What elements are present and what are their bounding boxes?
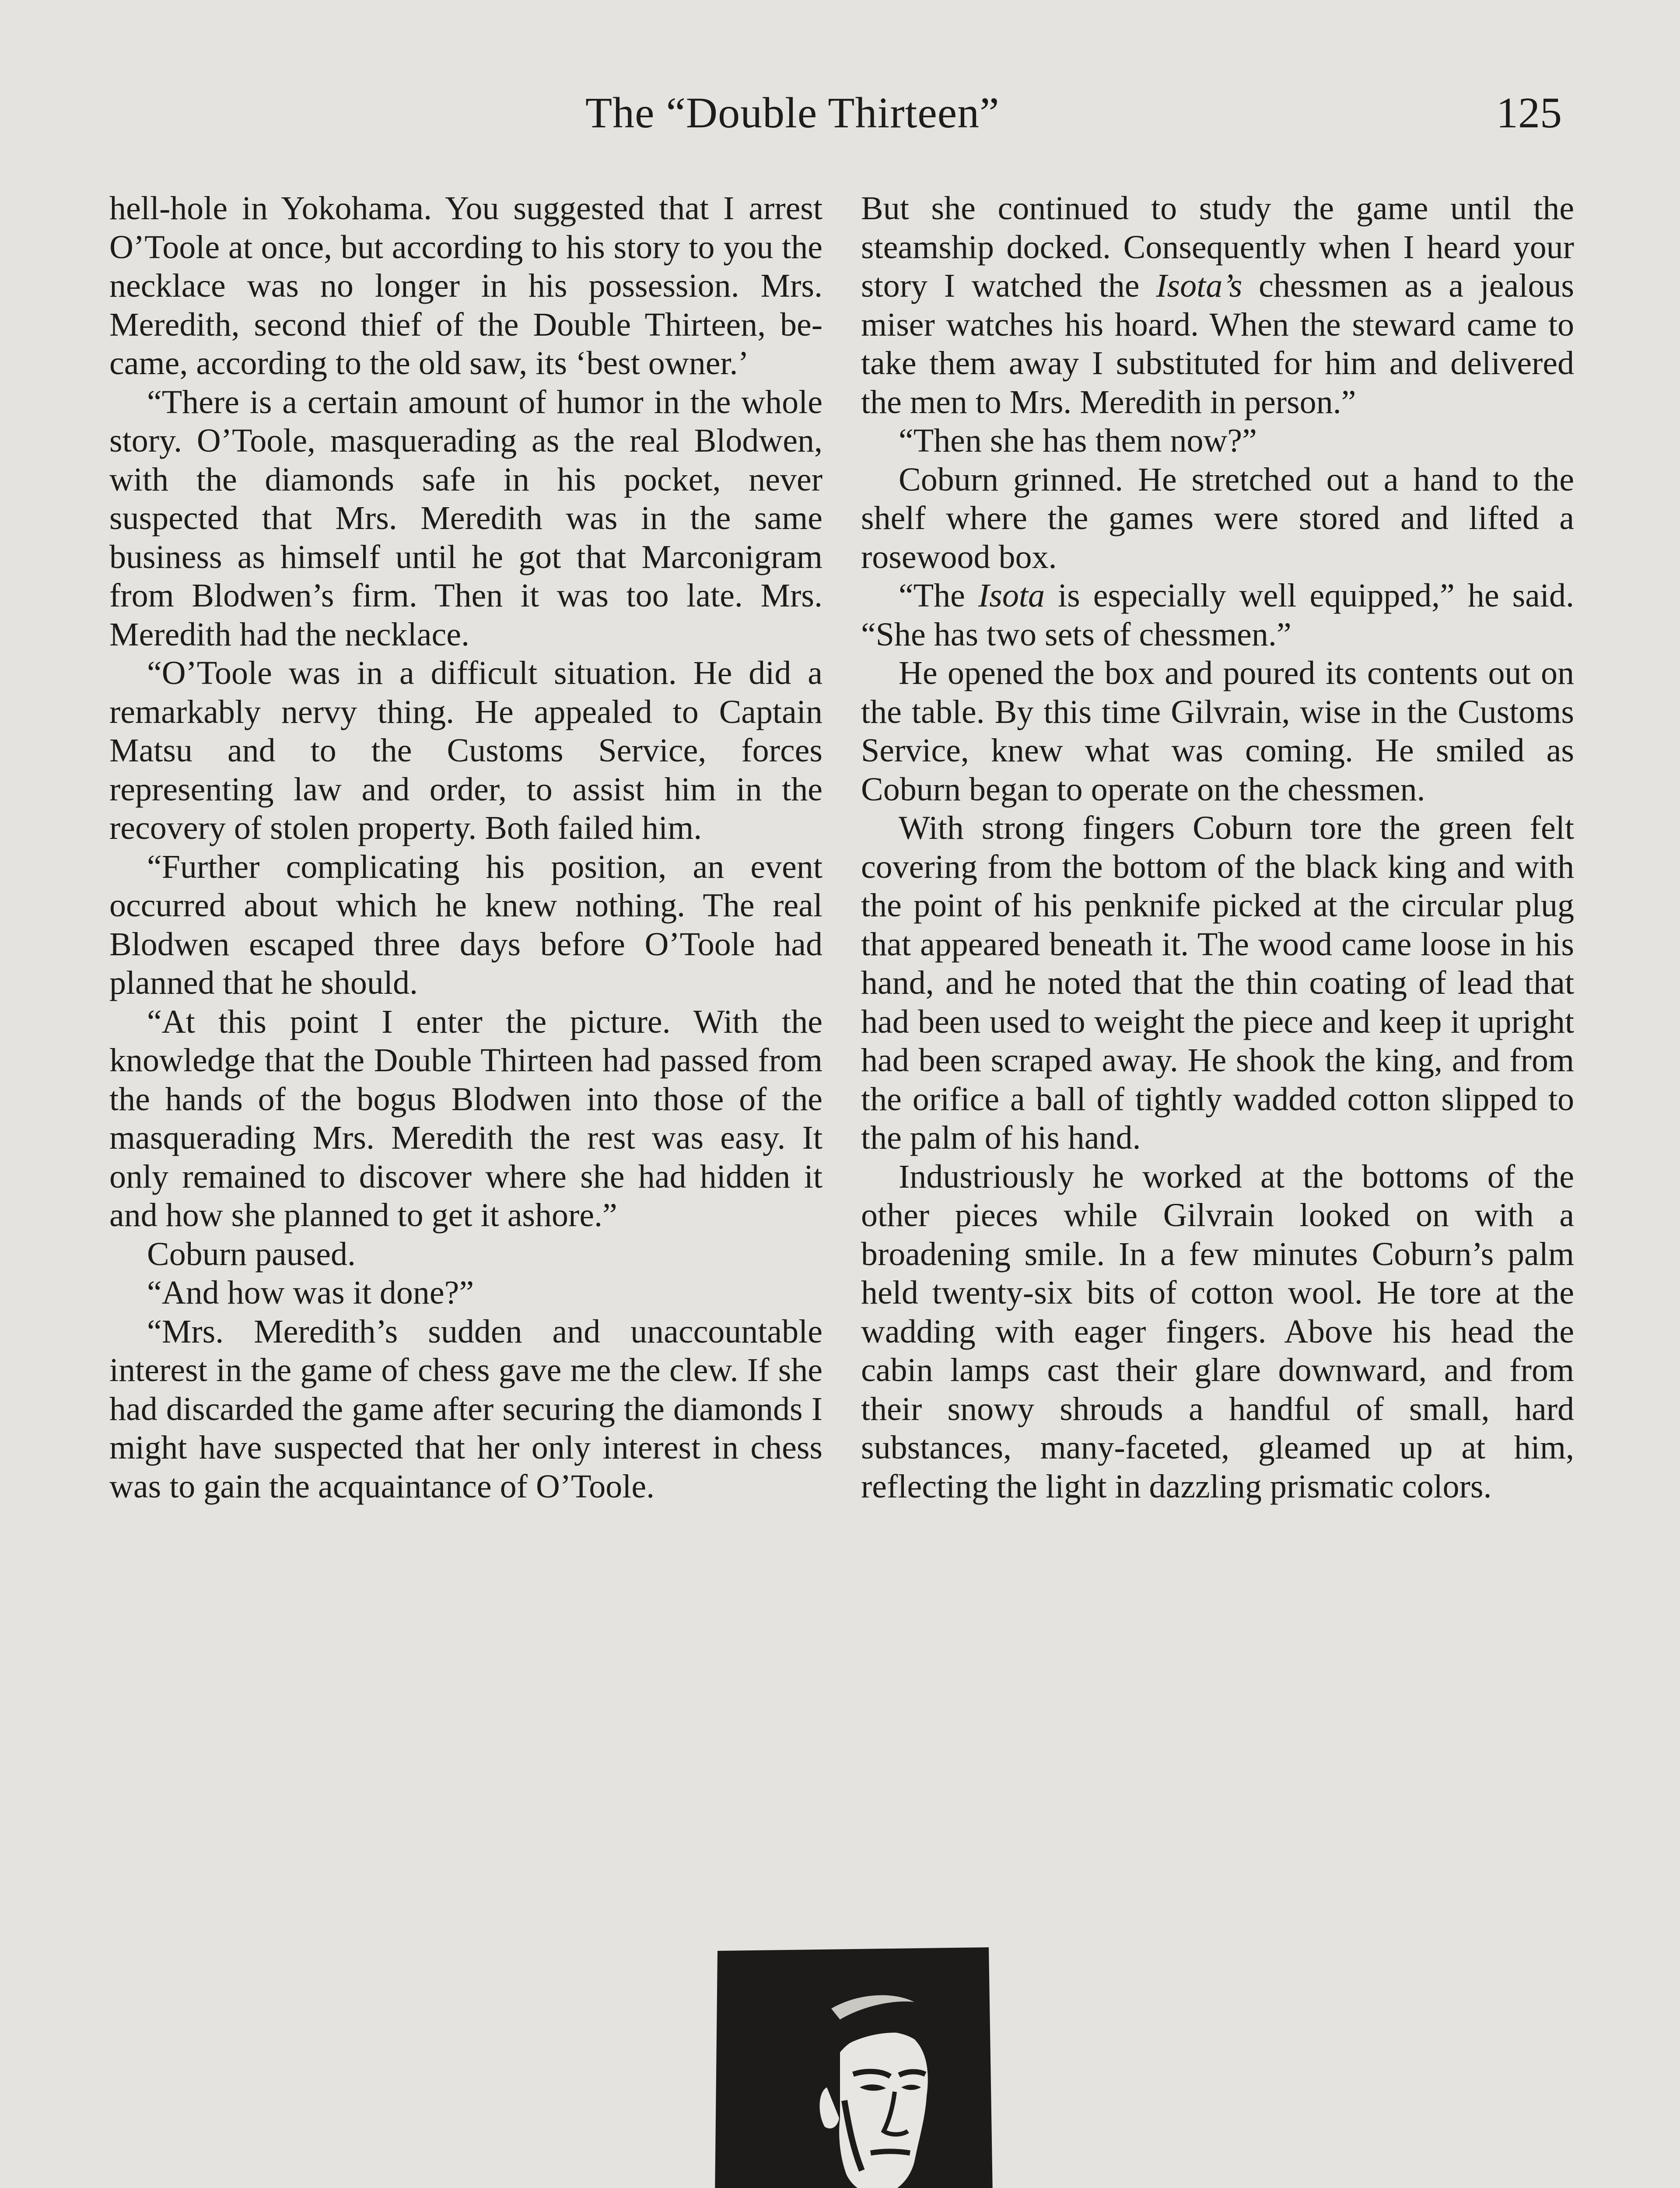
paragraph: “Then she has them now?” xyxy=(899,422,1257,459)
paragraph: “At this point I enter the picture. With the knowledge that the Double Thirteen had passed from the hands of the bogus Blodwen into those of the masquerading Mrs. Meredith the rest was easy. It only remained to discover where she had hidden it and how she planned to get it ashore.” xyxy=(109,1003,822,1234)
italic-text: Isota’s xyxy=(1156,267,1242,304)
paragraph: Industriously he worked at the bottoms of the other pieces while Gilvrain looked on with a broadening smile. In a few minutes Coburn’s palm held twenty-six bits of cotton wool. He tore at the wadding with eager fingers. Above his head the cabin lamps cast their glare downward, and from their snowy shrouds a handful of small, hard substances, many-faceted, gleamed up at him, reflecting the light in dazzling prismatic colors. xyxy=(861,1158,1574,1505)
paragraph: hell-hole in Yokohama. You suggested that I arrest O’Toole at once, but according to his story to you the necklace was no longer in his possession. Mrs. Meredith, second thief of the Double Thirteen, became, according to the old saw, its ‘best owner.’ xyxy=(109,190,822,382)
page-header xyxy=(0,88,1680,149)
page-number: 125 xyxy=(1496,88,1562,137)
paragraph: He opened the box and poured its contents out on the table. By this time Gilvrain, wise in the Customs Service, knew what was coming. He smiled as Coburn began to operate on the chessmen. xyxy=(861,655,1574,808)
paragraph: Coburn paused. xyxy=(147,1235,356,1273)
text-run: But she continued to study the game until the steamship docked. Consequently when I heard your story I watched the xyxy=(861,190,1574,304)
paragraph: “O’Toole was in a difficult situation. He did a remarkably nervy thing. He appealed to Captain Matsu and to the Customs Service, forces representing law and order, to assist him in the recovery of stolen property. Both failed him. xyxy=(109,655,822,846)
text-run: “The xyxy=(899,577,978,614)
right-column xyxy=(861,189,1574,1506)
paragraph: “Mrs. Meredith’s sudden and unaccountable interest in the game of chess gave me the clew. If she had discarded the game after securing the diamonds I might have suspected that her only interest in chess was to gain the acquaintance of O’Toole. xyxy=(109,1313,822,1505)
paragraph: Coburn grinned. He stretched out a hand to the shelf where the games were stored and lifted a rosewood box. xyxy=(861,461,1574,575)
paragraph xyxy=(861,189,1574,421)
paragraph: “Further complicating his position, an event occurred about which he knew nothing. The real Blodwen escaped three days before O’Toole had planned that he should. xyxy=(109,848,822,1001)
portrait-woodcut-icon xyxy=(709,1943,998,2188)
text-run: is especially well equipped,” he said. “She has two sets of chessmen.” xyxy=(861,577,1575,653)
paragraph: “There is a certain amount of humor in the whole story. O’Toole, masquerading as the real Blodwen, with the diamonds safe in his pocket, never suspected that Mrs. Meredith was in the same business as himself until he got that Marconigram from Blodwen’s firm. Then it was too late. Mrs. Meredith had the necklace. xyxy=(109,383,822,653)
paragraph: With strong fingers Coburn tore the green felt covering from the bottom of the black king and with the point of his penknife picked at the circular plug that appeared beneath it. The wood came loose in his hand, and he noted that the thin coating of lead that had been used to weight the piece and keep it upright had been scraped away. He shook the king, and from the orifice a ball of tightly wadded cotton slipped to the palm of his hand. xyxy=(861,810,1574,1156)
italic-text: Isota xyxy=(978,577,1045,614)
paragraph: “And how was it done?” xyxy=(147,1274,474,1311)
running-title: The “Double Thirteen” xyxy=(585,88,1000,137)
left-column xyxy=(109,189,822,1506)
paragraph xyxy=(861,576,1574,654)
text-run: chessmen as a jealous miser watches his hoard. When the steward came to take them away I substituted for him and delivered the men to Mrs. Meredith in person.” xyxy=(861,267,1575,421)
